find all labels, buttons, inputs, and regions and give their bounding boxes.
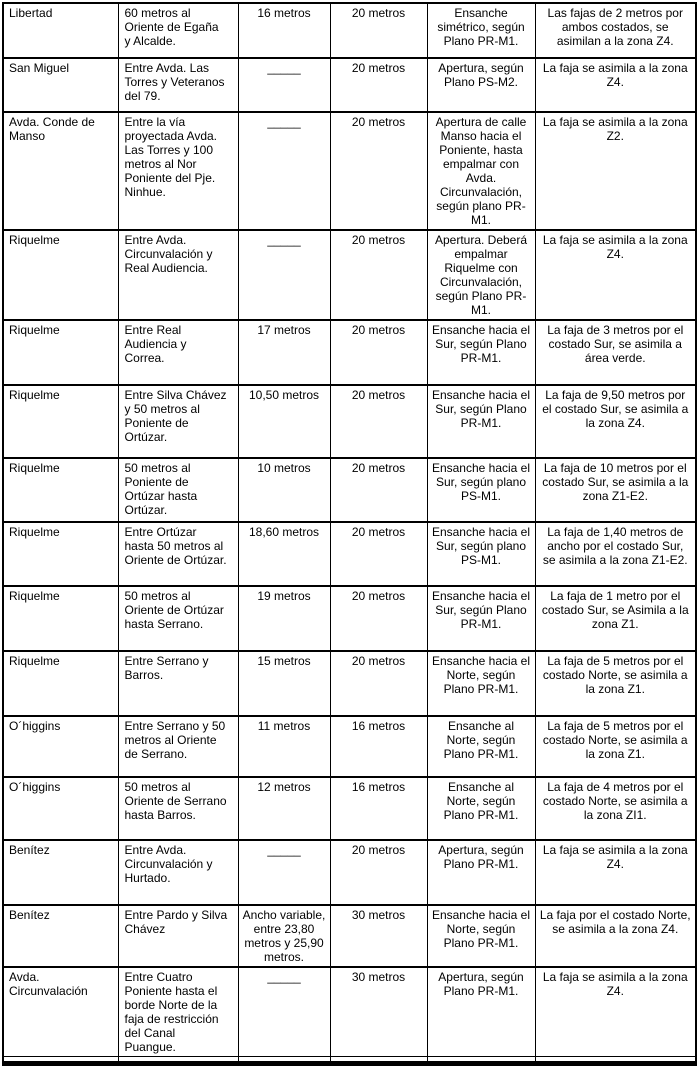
cell-segment: Entre Serrano y Barros. [118,651,238,716]
cell-width-projected: 20 metros [330,840,427,905]
cell-action: Apertura de calle Manso hacia el Poniente, hasta empalmar con Avda. Circunvalación, según plano PR-M1. [427,112,535,230]
cell-action: Ensanche hacia el Sur, según Plano PR-M1. [427,320,535,385]
cell-width-existing: 17 metros [238,320,330,385]
table-row [3,320,696,385]
cell-width-projected: 20 metros [330,58,427,112]
cell-segment: Entre Avda. Circunvalación y Real Audiencia. [118,230,238,320]
cell-segment: 60 metros al Oriente de Egaña y Alcalde. [118,3,238,58]
cell-note: La faja se asimila a la zona Z4. [535,840,696,905]
cell-width-projected: 20 metros [330,385,427,458]
table-row [3,716,696,777]
cell-segment: 50 metros al Oriente de Ortúzar hasta Serrano. [118,586,238,651]
table-row [3,112,696,230]
cell-width-projected: 20 metros [330,112,427,230]
table-row [3,230,696,320]
cell-width-existing: 15 metros [238,651,330,716]
cell-action: Ensanche simétrico, según Plano PR-M1. [427,3,535,58]
cell-street: Avda. Circunvalación [3,967,118,1057]
cell-street: Riquelme [3,458,118,522]
cell-action: Ensanche hacia el Sur, según Plano PR-M1. [427,385,535,458]
cell-note: La faja se asimila a la zona Z4. [535,58,696,112]
cell-segment: Entre Pardo y Silva Chávez [118,905,238,967]
cell-width-projected: 20 metros [330,230,427,320]
cell-segment: Entre Silva Chávez y 50 metros al Poniente de Ortúzar. [118,385,238,458]
cell-note: La faja se asimila a la zona Z4. [535,967,696,1057]
cell-action: Apertura. Deberá empalmar Riquelme con Circunvalación, según Plano PR-M1. [427,230,535,320]
table-row [3,905,696,967]
cell-note: La faja se asimila a la zona Z2. [535,112,696,230]
cell-note: La faja de 5 metros por el costado Norte, se asimila a la zona Z1. [535,716,696,777]
table-row [3,651,696,716]
cell-width-projected: 30 metros [330,905,427,967]
cell-street: San Miguel [3,58,118,112]
cell-action: Apertura, según Plano PS-M2. [427,58,535,112]
cell-width-existing: 12 metros [238,777,330,840]
cell-action: Ensanche al Norte, según Plano PR-M1. [427,777,535,840]
cell-width-projected: 20 metros [330,522,427,586]
cell-width-existing: _____ [238,112,330,230]
cell-segment: 50 metros al Oriente de Serrano hasta Barros. [118,777,238,840]
strip-cell [330,1057,427,1064]
cell-segment: Entre Ortúzar hasta 50 metros al Oriente de Ortúzar. [118,522,238,586]
cell-note: La faja de 10 metros por el costado Sur, se asimila a la zona Z1-E2. [535,458,696,522]
cell-note: La faja de 9,50 metros por el costado Sur, se asimila a la zona Z4. [535,385,696,458]
road-widths-table [2,2,697,1066]
table-row [3,967,696,1057]
cell-width-existing: 10 metros [238,458,330,522]
cell-action: Apertura, según Plano PR-M1. [427,840,535,905]
cell-width-projected: 20 metros [330,651,427,716]
cell-action: Ensanche hacia el Norte, según Plano PR-M1. [427,905,535,967]
cell-width-existing: 16 metros [238,3,330,58]
cell-width-projected: 16 metros [330,777,427,840]
cell-width-existing: _____ [238,967,330,1057]
cell-action: Ensanche hacia el Sur, según plano PS-M1. [427,522,535,586]
cell-note: La faja por el costado Norte, se asimila a la zona Z4. [535,905,696,967]
cell-note: Las fajas de 2 metros por ambos costados, se asimilan a la zona Z4. [535,3,696,58]
cell-note: La faja se asimila a la zona Z4. [535,230,696,320]
cell-street: Riquelme [3,385,118,458]
strip-cell [535,1057,696,1064]
strip-cell [118,1057,238,1064]
table-row [3,522,696,586]
cell-segment: Entre Serrano y 50 metros al Oriente de Serrano. [118,716,238,777]
cell-street: Riquelme [3,586,118,651]
table-bottom-strip [3,1057,696,1064]
cell-street: O´higgins [3,777,118,840]
cell-action: Ensanche hacia el Norte, según Plano PR-M1. [427,651,535,716]
cell-street: Riquelme [3,320,118,385]
cell-segment: Entre Real Audiencia y Correa. [118,320,238,385]
cell-note: La faja de 3 metros por el costado Sur, se asimila a área verde. [535,320,696,385]
cell-width-projected: 20 metros [330,320,427,385]
cell-action: Ensanche hacia el Sur, según plano PS-M1. [427,458,535,522]
cell-width-existing: Ancho variable, entre 23,80 metros y 25,90 metros. [238,905,330,967]
table-row [3,458,696,522]
cell-note: La faja de 5 metros por el costado Norte, se asimila a la zona Z1. [535,651,696,716]
cell-width-existing: 18,60 metros [238,522,330,586]
cell-street: Libertad [3,3,118,58]
table-row [3,58,696,112]
strip-cell [238,1057,330,1064]
cell-street: Riquelme [3,651,118,716]
cell-width-existing: _____ [238,58,330,112]
cell-segment: Entre la vía proyectada Avda. Las Torres y 100 metros al Nor Poniente del Pje. Ninhue. [118,112,238,230]
road-table-body [3,3,696,1064]
cell-segment: Entre Avda. Circunvalación y Hurtado. [118,840,238,905]
cell-street: Riquelme [3,522,118,586]
cell-action: Apertura, según Plano PR-M1. [427,967,535,1057]
cell-width-existing: 19 metros [238,586,330,651]
cell-street: O´higgins [3,716,118,777]
cell-note: La faja de 1 metro por el costado Sur, se Asimila a la zona Z1. [535,586,696,651]
table-row [3,777,696,840]
strip-cell [3,1057,118,1064]
cell-action: Ensanche hacia el Sur, según Plano PR-M1. [427,586,535,651]
cell-segment: 50 metros al Poniente de Ortúzar hasta Ortúzar. [118,458,238,522]
table-row [3,586,696,651]
cell-width-existing: 10,50 metros [238,385,330,458]
table-row [3,840,696,905]
cell-width-existing: _____ [238,230,330,320]
cell-street: Benítez [3,840,118,905]
cell-action: Ensanche al Norte, según Plano PR-M1. [427,716,535,777]
cell-width-projected: 20 metros [330,586,427,651]
table-row [3,3,696,58]
cell-segment: Entre Avda. Las Torres y Veteranos del 79. [118,58,238,112]
cell-width-projected: 30 metros [330,967,427,1057]
cell-note: La faja de 4 metros por el costado Norte, se asimila a la zona ZI1. [535,777,696,840]
cell-width-projected: 16 metros [330,716,427,777]
strip-cell [427,1057,535,1064]
cell-segment: Entre Cuatro Poniente hasta el borde Norte de la faja de restricción del Canal Puangue. [118,967,238,1057]
cell-street: Riquelme [3,230,118,320]
cell-street: Avda. Conde de Manso [3,112,118,230]
cell-street: Benítez [3,905,118,967]
cell-width-existing: _____ [238,840,330,905]
table-row [3,385,696,458]
cell-width-existing: 11 metros [238,716,330,777]
cell-width-projected: 20 metros [330,3,427,58]
cell-note: La faja de 1,40 metros de ancho por el costado Sur, se asimila a la zona Z1-E2. [535,522,696,586]
cell-width-projected: 20 metros [330,458,427,522]
